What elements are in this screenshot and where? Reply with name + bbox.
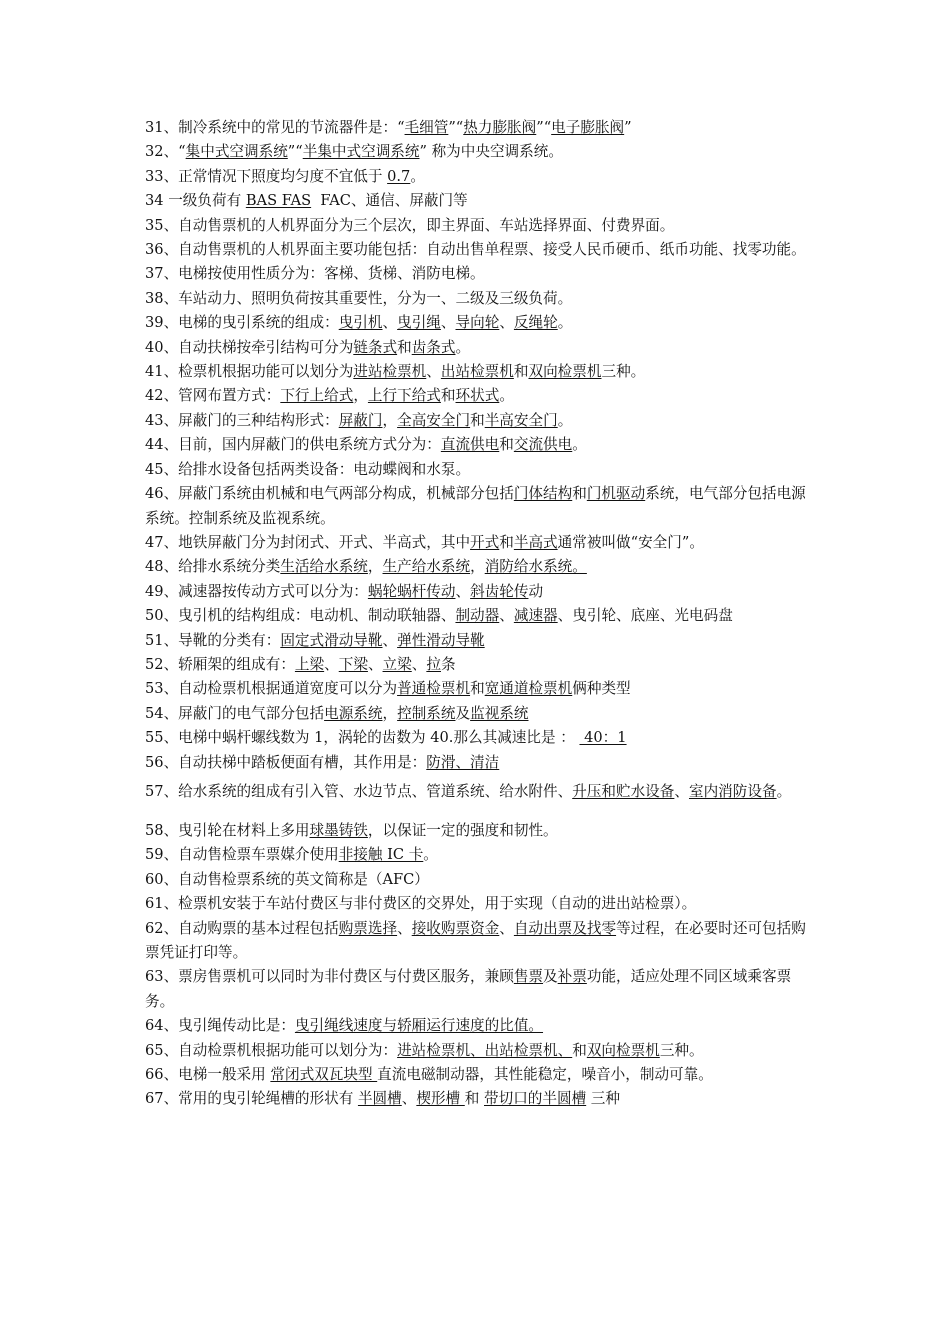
question-text: 和 [464,1090,484,1108]
question-text: 。 [557,411,573,429]
question-text: 三种。 [601,363,646,381]
question-item [145,287,810,311]
answer-blank: 门体结构 [513,485,573,503]
answer-blank: 开式 [470,533,500,551]
question-text: 67、常用的曳引轮绳槽的形状有 [145,1090,358,1108]
answer-blank: 毛细管 [404,119,449,136]
question-item [145,819,810,843]
question-text: 、 [397,919,412,937]
question-text: ”“ [536,119,552,136]
question-text: 条 [440,655,456,673]
question-text: 、 [674,782,689,800]
answer-blank: 集中式空调系统 [185,143,288,161]
question-text: 。 [776,782,792,800]
question-text: 50、曳引机的结构组成：电动机、制动联轴器、 [145,607,456,625]
question-item [145,238,810,262]
question-item [145,580,810,604]
question-text: 。 [455,338,471,356]
question-text: 63、票房售票机可以同时为非付费区与付费区服务，兼顾 [145,968,514,986]
question-text: 53、自动检票机根据通道宽度可以分为 [145,680,398,698]
answer-blank: 售票 [513,968,544,986]
question-text: 35、自动售票机的人机界面分为三个层次，即主界面、车站选择界面、付费界面。 [145,216,675,234]
question-text: 。 [499,387,514,405]
question-item [145,677,810,701]
question-item [145,116,810,140]
answer-blank: 室内消防设备 [688,782,777,800]
answer-blank: 出站检票机 [440,363,514,381]
question-text: 、 [499,607,514,625]
question-text: 和 [513,363,529,381]
question-item [145,1087,810,1111]
question-text: 39、电梯的曳引系统的组成： [145,314,339,332]
question-item [145,311,810,335]
question-text: 及 [543,968,558,986]
question-text: ， [382,704,398,722]
question-item [145,531,810,555]
question-item [145,336,810,360]
question-item [145,965,810,1014]
question-text: 、 [401,1090,417,1108]
question-text: 62、自动购票的基本过程包括 [145,919,339,937]
question-item [145,917,810,966]
question-item [145,555,810,579]
question-text: ” 称为中央空调系统。 [419,143,563,161]
answer-blank: 半集中式空调系统 [302,143,420,161]
question-text: ， [353,387,368,405]
question-text: 。 [572,436,587,454]
answer-blank: 上梁 [294,655,325,673]
answer-blank: 热力膨胀阀 [463,119,537,136]
question-text: 。 [557,314,573,332]
question-text: 和 [397,338,412,356]
question-text: 和 [499,436,514,454]
question-item [145,409,810,433]
question-text: 31、制冷系统中的常见的节流器件是：“ [145,119,405,136]
question-text: 57、给水系统的组成有引入管、水边节点、管道系统、给水附件、 [145,782,573,800]
answer-blank: 宽通道检票机 [484,680,573,698]
answer-blank: 带切口的半圆槽 [484,1090,587,1108]
answer-blank: 曳引机 [338,314,383,332]
answer-blank: 普通检票机 [397,680,471,698]
answer-blank: 控制系统 [397,704,456,722]
question-item [145,868,810,892]
question-text: 动 [528,582,544,600]
answer-blank: 制动器 [455,607,500,625]
question-text: 三种 [586,1090,620,1108]
question-text: 48、给排水系统分类 [145,558,281,576]
answer-blank: 半高安全门 [484,411,558,429]
question-text: 42、管网布置方式： [145,387,281,405]
answer-blank: 40：1 [579,729,627,747]
question-text: ， [382,411,398,429]
question-text: 、 [499,314,514,332]
question-text: 、曳引轮、底座、光电码盘 [557,607,733,625]
question-item [145,165,810,189]
answer-blank: 门机驱动 [586,485,646,503]
answer-blank: 环状式 [455,387,500,405]
question-item [145,892,810,916]
question-text: 和 [440,387,456,405]
question-text: ”“ [287,143,303,161]
answer-blank: 斜齿轮传 [470,582,529,600]
question-item [145,653,810,677]
question-text: 41、检票机根据功能可以划分为 [145,363,354,381]
question-text: 45、给排水设备包括两类设备：电动蝶阀和水泵。 [145,460,471,478]
question-text: 43、屏蔽门的三种结构形式： [145,411,339,429]
question-text: ” [624,119,632,136]
answer-blank: 链条式 [353,338,398,356]
answer-blank: 补票 [557,968,587,986]
answer-blank: BAS FAS [245,192,312,210]
question-text: 49、减速器按传动方式可以分为： [145,582,368,600]
answer-blank: 交流供电 [513,436,573,454]
answer-blank: 曳引绳线速度与轿厢运行速度的比值。 [294,1017,544,1035]
question-item [145,433,810,457]
question-item [145,726,810,750]
answer-blank: 双向检票机 [586,1041,660,1059]
answer-blank: 屏蔽门 [338,411,383,429]
question-item [145,384,810,408]
question-text: 40、自动扶梯按牵引结构可分为 [145,338,354,356]
question-text: 59、自动售检票车票媒介使用 [145,846,339,864]
question-text: 功能，适应处理不同区域乘客票务。 [145,968,792,1010]
question-item [145,140,810,164]
answer-blank: 电源系统 [324,704,383,722]
answer-blank: 直流供电 [440,436,500,454]
answer-blank: 半圆槽 [357,1090,402,1108]
question-text: 52、轿厢架的组成有： [145,655,295,673]
question-text: 51、导靴的分类有： [145,631,281,649]
answer-blank: 半高式 [513,533,558,551]
answer-blank: 全高安全门 [397,411,471,429]
question-text: 和 [470,411,485,429]
question-text: 、 [382,314,398,332]
question-text: 直流电磁制动器，其性能稳定，噪音小，制动可靠。 [377,1066,713,1084]
answer-blank: 0.7 [387,167,411,185]
answer-blank: 蜗轮蜗杆传动 [367,582,456,600]
question-list [145,116,810,1112]
question-text: 46、屏蔽门系统由机械和电气两部分构成，机械部分包括 [145,485,514,503]
question-item [145,482,810,531]
question-text: ， [470,558,485,576]
question-item [145,458,810,482]
answer-blank: 接收购票资金 [411,919,500,937]
question-item [145,1039,810,1063]
answer-blank: 下行上给式 [280,387,354,405]
question-text: 37、电梯按使用性质分为：客梯、货梯、消防电梯。 [145,265,485,283]
answer-blank: 反绳轮 [513,314,558,332]
question-item [145,262,810,286]
answer-blank: 上行下给式 [367,387,441,405]
question-text: 三种。 [659,1041,704,1059]
question-text: FAC、通信、屏蔽门等 [311,192,468,210]
answer-blank: 电子膨胀阀 [551,119,625,136]
question-text: 、 [499,919,514,937]
question-text: 及 [455,704,471,722]
answer-blank: 进站检票机、出站检票机、 [397,1041,573,1059]
answer-blank: 生产给水系统 [382,558,471,576]
question-text: 、 [455,582,471,600]
question-text: 65、自动检票机根据功能可以划分为： [145,1041,398,1059]
question-text: 、 [382,631,398,649]
question-text: 、 [367,655,383,673]
answer-blank: 曳引绳 [397,314,441,332]
question-text: 38、车站动力、照明负荷按其重要性，分为一、二级及三级负荷。 [145,289,573,307]
answer-blank: 非接触 IC 卡 [338,846,424,864]
question-text: 通常被叫做“安全门”。 [557,533,704,551]
question-text: 、 [426,363,441,381]
question-item [145,629,810,653]
question-item [145,775,810,809]
answer-blank: 齿条式 [411,338,456,356]
question-text: 56、自动扶梯中踏板便面有槽，其作用是： [145,753,427,771]
answer-blank: 固定式滑动导靴 [280,631,383,649]
question-text: 等过程，在必要时还可包括购票凭证打印等。 [145,919,806,961]
question-text: ， [367,558,383,576]
answer-blank: 升压和贮水设备 [572,782,675,800]
question-item [145,214,810,238]
question-text: 和 [470,680,485,698]
answer-blank: 球墨铸铁 [309,821,368,839]
question-text: 、 [440,314,456,332]
question-text: 和 [572,1041,587,1059]
question-text: 58、曳引轮在材料上多用 [145,821,310,839]
question-text: 54、屏蔽门的电气部分包括 [145,704,325,722]
answer-blank: 拉 [426,655,441,673]
answer-blank: 双向检票机 [528,363,602,381]
question-text: 66、电梯一般采用 [145,1066,271,1084]
question-text: 、 [324,655,339,673]
answer-blank: 常闭式双瓦块型 [270,1066,378,1084]
answer-blank: 弹性滑动导靴 [397,631,485,649]
question-text: ”“ [448,119,464,136]
question-text: 61、检票机安装于车站付费区与非付费区的交界处，用于实现（自动的进出站检票）。 [145,895,697,913]
question-text: 36、自动售票机的人机界面主要功能包括：自动出售单程票、接受人民币硬币、纸币功能、找零功能。 [145,241,806,259]
answer-blank: 立梁 [382,655,412,673]
question-text: 44、目前，国内屏蔽门的供电系统方式分为： [145,436,441,454]
answer-blank: 消防给水系统。 [484,558,587,576]
question-text: 55、电梯中蜗杆螺线数为 1，涡轮的齿数为 40.那么其减速比是 ： [145,729,580,747]
question-item [145,360,810,384]
answer-blank: 防滑、清洁 [426,753,500,771]
answer-blank: 下梁 [338,655,368,673]
answer-blank: 减速器 [513,607,558,625]
question-text: 64、曳引绳传动比是： [145,1017,295,1035]
question-item [145,751,810,775]
question-item [145,702,810,726]
question-text: 34 一级负荷有 [145,192,246,210]
question-item [145,1014,810,1038]
question-text: 、 [411,655,427,673]
answer-blank: 监视系统 [470,704,529,722]
question-text: 俩种类型 [572,680,631,698]
answer-blank: 楔形槽 [416,1090,465,1108]
question-text: 47、地铁屏蔽门分为封闭式、开式、半高式，其中 [145,533,471,551]
answer-blank: 进站检票机 [353,363,427,381]
answer-blank: 生活给水系统 [280,558,368,576]
question-text: 32、“ [145,143,186,161]
question-text: ，以保证一定的强度和韧性。 [367,821,558,839]
question-text: 系统，电气部分包括电源系统。控制系统及监视系统。 [145,485,806,527]
question-text: 和 [499,533,514,551]
question-text: 。 [423,846,438,864]
answer-blank: 购票选择 [338,919,398,937]
question-item [145,843,810,867]
question-text: 60、自动售检票系统的英文简称是（AFC） [145,870,429,888]
question-text: 和 [572,485,587,503]
answer-blank: 自动出票及找零 [513,919,617,937]
question-text: 33、正常情况下照度均匀度不宜低于 [145,167,388,185]
question-item [145,604,810,628]
question-text: 。 [410,167,425,185]
question-item [145,189,810,213]
question-item [145,1063,810,1087]
answer-blank: 导向轮 [455,314,500,332]
